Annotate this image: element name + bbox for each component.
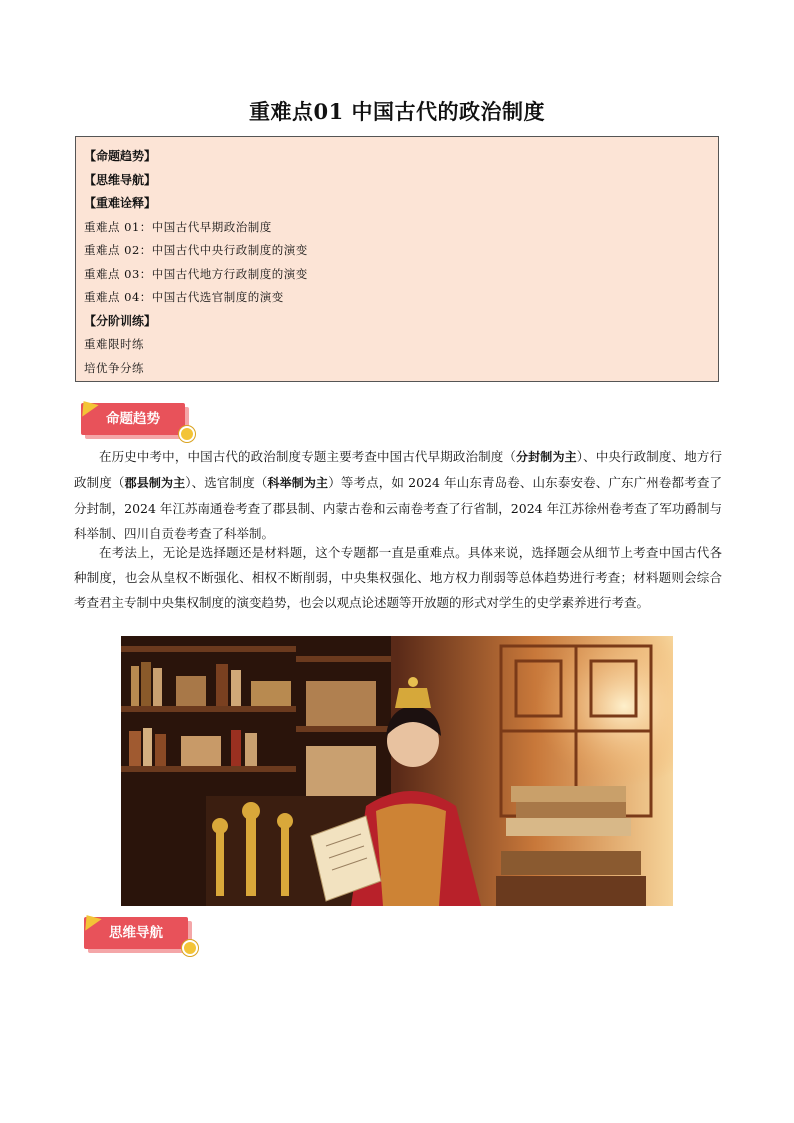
toc-item-advanced-practice[interactable]: 培优争分练 bbox=[84, 360, 144, 375]
toc-item-training[interactable]: 【分阶训练】 bbox=[84, 313, 157, 328]
badge-label: 思维导航 bbox=[84, 917, 188, 949]
toc-item-timed-practice[interactable]: 重难限时练 bbox=[84, 337, 144, 351]
badge-label: 命题趋势 bbox=[81, 403, 185, 435]
toc-item-point-01[interactable]: 重难点 01：中国古代早期政治制度 bbox=[84, 219, 272, 234]
toc-item-point-02[interactable]: 重难点 02：中国古代中央行政制度的演变 bbox=[84, 243, 308, 257]
bold-term-junxian: 郡县制为主 bbox=[124, 476, 186, 490]
bold-term-fengjian: 分封制为主 bbox=[516, 450, 577, 464]
table-of-contents bbox=[75, 136, 719, 382]
bold-term-keju: 科举制为主 bbox=[267, 476, 329, 490]
page-title: 重难点01 中国古代的政治制度 bbox=[248, 99, 546, 124]
toc-item-point-03[interactable]: 重难点 03：中国古代地方行政制度的演变 bbox=[84, 266, 308, 281]
coin-icon bbox=[179, 426, 195, 442]
toc-item-point-04[interactable]: 重难点 04：中国古代选官制度的演变 bbox=[84, 290, 284, 304]
section-badge-trend bbox=[77, 400, 197, 444]
paragraph-intro: 在历史中考中，中国古代的政治制度专题主要考查中国古代早期政治制度（分封制为主）、中央行政制度、地方行政制度（郡县制为主）、选官制度（科举制为主）等考点，如 2024 年山东青岛卷、山东泰安卷、广东广州卷都考查了分封制，2024 年江苏南通卷考查了郡县制、内蒙古卷和云南卷考查了行省制，2024 年江苏徐州卷考查了军功爵制与科举制、四川自贡卷考查了科举制。 bbox=[74, 449, 722, 541]
coin-icon bbox=[182, 940, 198, 956]
section-badge-mindmap bbox=[80, 914, 200, 958]
toc-item-mindmap[interactable]: 【思维导航】 bbox=[84, 172, 157, 187]
toc-item-explain[interactable]: 【重难诠释】 bbox=[84, 196, 157, 210]
paragraph-method: 在考法上，无论是选择题还是材料题，这个专题都一直是重难点。具体来说，选择题会从细节上考查中国古代各种制度，也会从皇权不断强化、相权不断削弱，中央集权强化、地方权力削弱等总体趋势进行考查；材料题则会综合考查君主专制中央集权制度的演变趋势，也会以观点论述题等开放题的形式对学生的史学素养进行考查。 bbox=[74, 545, 722, 610]
toc-item-trend[interactable]: 【命题趋势】 bbox=[84, 149, 157, 163]
emperor-reading-illustration bbox=[121, 636, 673, 906]
